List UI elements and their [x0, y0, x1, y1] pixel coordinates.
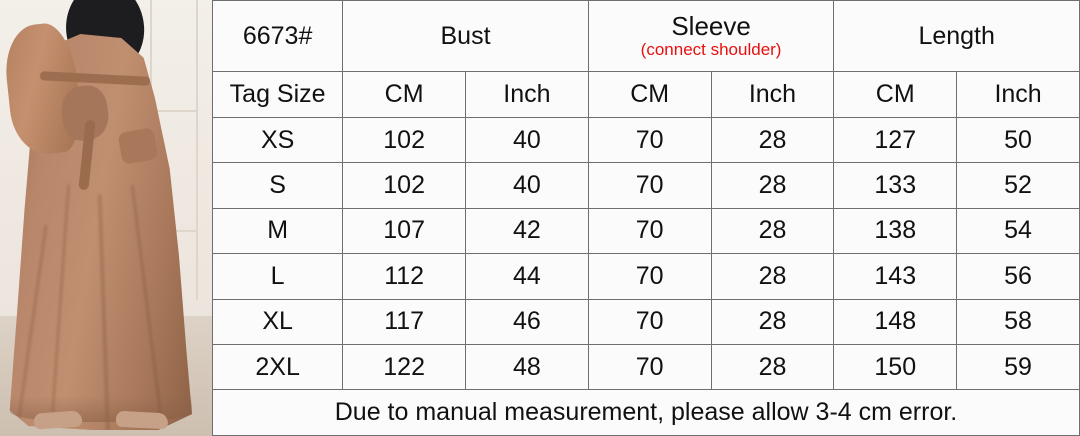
cell-length-cm: 133	[834, 163, 957, 208]
subheader-bust-inch: Inch	[466, 72, 589, 117]
table-row	[213, 299, 1080, 344]
subheader-sleeve-inch: Inch	[711, 72, 834, 117]
cell-sleeve-inch: 28	[711, 345, 834, 390]
cell-length-cm: 143	[834, 254, 957, 299]
cell-sleeve-inch: 28	[711, 208, 834, 253]
cell-bust-cm: 122	[343, 345, 466, 390]
group-header-sleeve-main: Sleeve	[671, 11, 751, 42]
cell-sleeve-inch: 28	[711, 254, 834, 299]
table-subheader-row	[213, 72, 1080, 117]
cell-sleeve-cm: 70	[588, 163, 711, 208]
cell-length-inch: 50	[957, 117, 1080, 162]
subheader-tag-size: Tag Size	[213, 72, 343, 117]
table-row	[213, 208, 1080, 253]
cell-size: XL	[213, 299, 343, 344]
cell-sleeve-inch: 28	[711, 117, 834, 162]
cell-length-cm: 150	[834, 345, 957, 390]
table-footnote-row	[213, 390, 1080, 436]
group-header-bust: Bust	[343, 1, 589, 72]
cell-bust-cm: 102	[343, 117, 466, 162]
subheader-sleeve-cm: CM	[588, 72, 711, 117]
cell-length-cm: 127	[834, 117, 957, 162]
model-shoe-left	[34, 410, 83, 429]
cell-bust-inch: 42	[466, 208, 589, 253]
cell-bust-inch: 48	[466, 345, 589, 390]
cell-length-inch: 59	[957, 345, 1080, 390]
cell-length-cm: 148	[834, 299, 957, 344]
cell-size: S	[213, 163, 343, 208]
cell-length-inch: 56	[957, 254, 1080, 299]
cell-bust-inch: 40	[466, 117, 589, 162]
cell-sleeve-cm: 70	[588, 117, 711, 162]
size-table	[212, 0, 1080, 436]
cell-bust-cm: 112	[343, 254, 466, 299]
cell-sleeve-inch: 28	[711, 163, 834, 208]
table-group-header-row	[213, 1, 1080, 72]
cell-length-inch: 52	[957, 163, 1080, 208]
wall-panel-line	[196, 0, 198, 300]
group-header-sleeve	[588, 1, 834, 72]
cell-sleeve-cm: 70	[588, 208, 711, 253]
cell-bust-cm: 102	[343, 163, 466, 208]
cell-length-inch: 54	[957, 208, 1080, 253]
table-row	[213, 345, 1080, 390]
cell-size: XS	[213, 117, 343, 162]
subheader-bust-cm: CM	[343, 72, 466, 117]
cell-length-inch: 58	[957, 299, 1080, 344]
cell-bust-cm: 117	[343, 299, 466, 344]
group-header-length: Length	[834, 1, 1080, 72]
cell-size: M	[213, 208, 343, 253]
cell-size: L	[213, 254, 343, 299]
measurement-disclaimer: Due to manual measurement, please allow 3-4 cm error.	[213, 390, 1080, 436]
cell-size: 2XL	[213, 345, 343, 390]
group-header-sleeve-note: (connect shoulder)	[640, 40, 782, 60]
cell-sleeve-cm: 70	[588, 345, 711, 390]
cell-bust-inch: 40	[466, 163, 589, 208]
table-row	[213, 117, 1080, 162]
cell-length-cm: 138	[834, 208, 957, 253]
subheader-length-cm: CM	[834, 72, 957, 117]
cell-sleeve-cm: 70	[588, 299, 711, 344]
table-row	[213, 254, 1080, 299]
cell-sleeve-inch: 28	[711, 299, 834, 344]
cell-bust-inch: 44	[466, 254, 589, 299]
cell-bust-inch: 46	[466, 299, 589, 344]
product-photo	[0, 0, 212, 436]
subheader-length-inch: Inch	[957, 72, 1080, 117]
product-code: 6673#	[213, 1, 343, 72]
model-shoe-right	[116, 411, 169, 430]
cell-bust-cm: 107	[343, 208, 466, 253]
dress-cuff	[117, 127, 158, 165]
table-row	[213, 163, 1080, 208]
size-table-container	[212, 0, 1080, 436]
cell-sleeve-cm: 70	[588, 254, 711, 299]
